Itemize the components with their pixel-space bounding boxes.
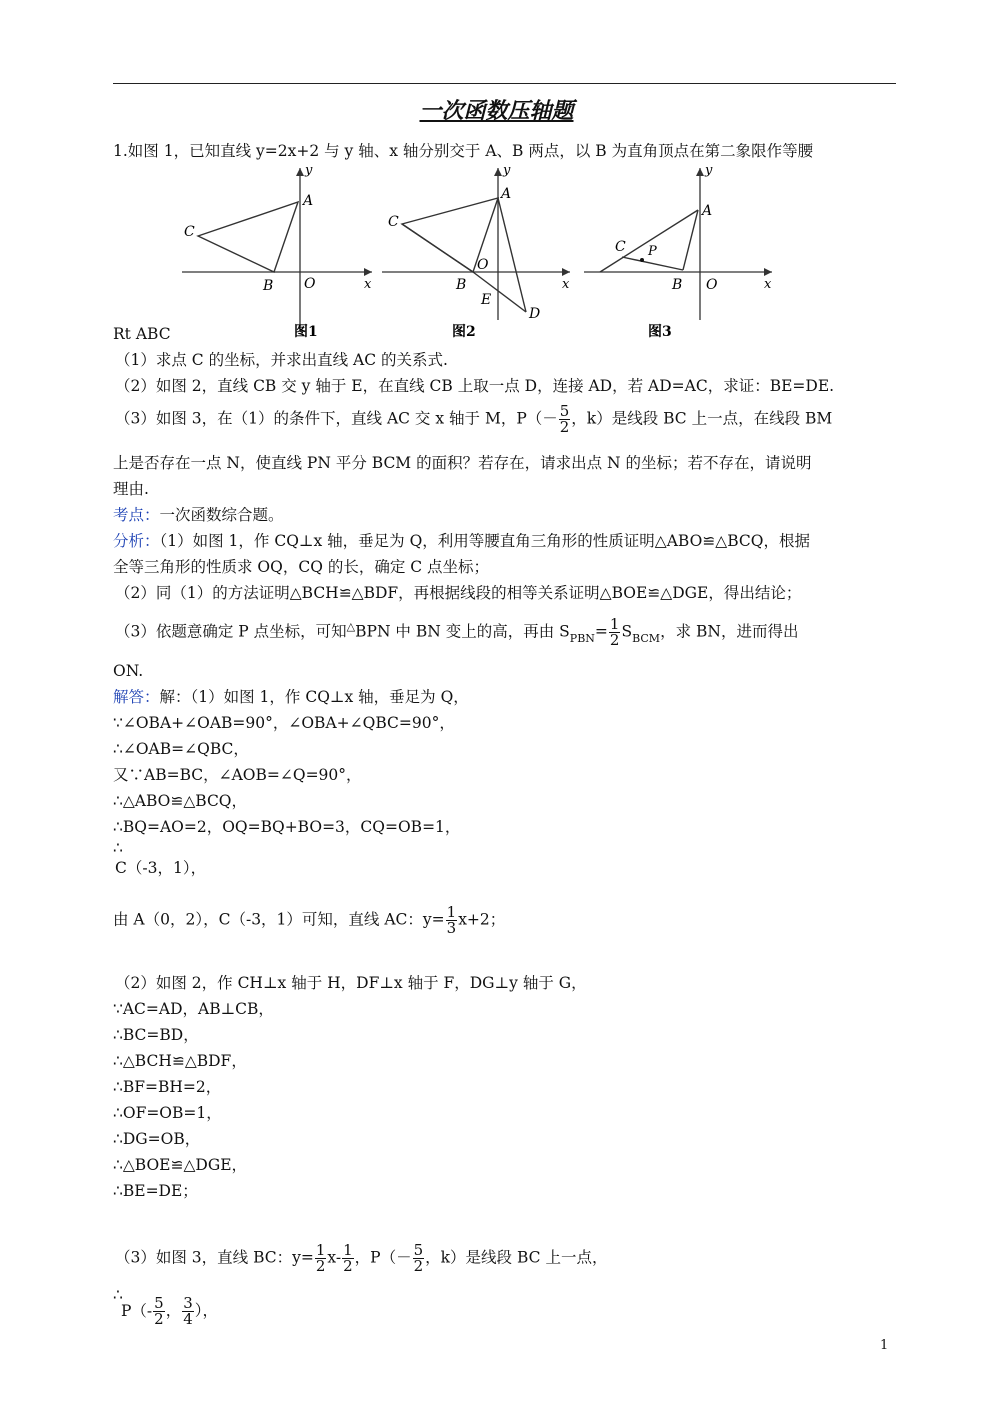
fig1-a-label: A [303, 193, 314, 209]
jieda-line-5: ∴△ABO≌△BCQ， [113, 792, 248, 810]
q1-part3-end: 理由. [113, 480, 149, 498]
jieda-line-6: ∴BQ=AO=2，OQ=BQ+BO=3，CQ=OB=1， [113, 818, 461, 836]
q1-part3: （3）如图 3，在（1）的条件下，直线 AC 交 x 轴于 M，P（－ $\frac{5}{2}$ ，k）是线段 BC 上一点，在线段 BM [115, 402, 833, 436]
fraction-1-3: $\frac{1}{3}$ [446, 903, 457, 937]
q1-part3-cont: 上是否存在一点 N，使直线 PN 平分 BCM 的面积？若存在，请求出点 N 的坐标；若不存在，请说明 [113, 454, 812, 472]
fig3-y-label: y [705, 163, 713, 178]
jieda-p3-line-2: P（- $\frac{5}{2}$ ， $\frac{3}{4}$ ）， [121, 1294, 219, 1328]
fig1-o-label: O [304, 276, 316, 292]
fig3-c-label: C [615, 239, 626, 255]
fig2-e-label: E [481, 292, 492, 308]
figure-2 [380, 160, 580, 340]
fenxi-line-3: （2）同（1）的方法证明△BCH≌△BDF，再根据线段的相等关系证明△BOE≌△DGE，得出结论； [115, 584, 802, 602]
kaodian: 考点：一次函数综合题。 [113, 506, 284, 524]
jieda-p2-line-1: （2）如图 2，作 CH⊥x 轴于 H，DF⊥x 轴于 F，DG⊥y 轴于 G， [115, 974, 587, 992]
fig1-y-label: y [305, 163, 313, 178]
fraction-5-2: $\frac{5}{2}$ [559, 402, 570, 436]
q1-rt-abc: Rt ABC [113, 325, 171, 343]
fraction-1-2: $\frac{1}{2}$ [609, 615, 620, 649]
jieda-line-4: 又∵AB=BC，∠AOB=∠Q=90°， [113, 766, 362, 784]
kaodian-label: 考点： [113, 506, 160, 524]
jieda-line-9: 由 A（0，2），C（-3，1）可知，直线 AC：y= $\frac{1}{3}$ x+2； [113, 903, 506, 937]
jieda-line-7: ∴ [113, 839, 123, 857]
fig2-a-label: A [501, 186, 512, 202]
fenxi-line-4: （3）依题意确定 P 点坐标，可知△BPN 中 BN 变上的高，再由 $S_{PBN}=$ $\frac{1}{2}$ $S_{BCM}$，求 BN，进而得出 [115, 615, 799, 649]
jieda-line-2: ∵∠OBA+∠OAB=90°，∠OBA+∠QBC=90°， [113, 714, 455, 732]
fig3-p-label: P [648, 244, 657, 259]
jieda-p3-line-1: （3）如图 3，直线 BC：y= $\frac{1}{2}$ x- $\frac{1}{2}$ ，P（－ $\frac{5}{2}$ ，k）是线段 BC 上一点， [115, 1241, 608, 1275]
fig3-x-label: x [764, 277, 772, 292]
jieda-p2-line-7: ∴DG=OB， [113, 1130, 201, 1148]
fig2-d-label: D [529, 306, 541, 322]
q1-part1: （1）求点 C 的坐标，并求出直线 AC 的关系式. [115, 351, 448, 369]
fenxi-line-1: 分析：（1）如图 1，作 CQ⊥x 轴，垂足为 Q，利用等腰直角三角形的性质证明△ABO≌△BCQ，根据 [113, 532, 810, 550]
figure-1 [176, 160, 381, 340]
jieda-line-3: ∴∠OAB=∠QBC， [113, 740, 249, 758]
jieda-p2-line-2: ∵AC=AD，AB⊥CB， [113, 1000, 274, 1018]
jieda-p2-line-6: ∴OF=OB=1， [113, 1104, 222, 1122]
jieda-label: 解答： [113, 688, 160, 706]
fig2-caption: 图2 [452, 324, 476, 340]
fig1-b-label: B [263, 278, 274, 294]
jieda-p2-line-8: ∴△BOE≌△DGE， [113, 1156, 248, 1174]
fig3-b-label: B [672, 277, 683, 293]
figure-3 [582, 160, 782, 340]
fig3-o-label: O [706, 277, 718, 293]
fig2-y-label: y [503, 163, 511, 178]
q1-intro: 1.如图 1，已知直线 y=2x+2 与 y 轴、x 轴分别交于 A、B 两点，以 B 为直角顶点在第二象限作等腰 [113, 142, 814, 160]
fig2-x-label: x [562, 277, 570, 292]
fenxi-label: 分析： [113, 532, 160, 550]
fig1-c-label: C [184, 224, 195, 240]
fig2-o-label: O [477, 257, 489, 273]
fig3-caption: 图3 [648, 324, 672, 340]
fig3-a-label: A [702, 203, 713, 219]
fig1-x-label: x [364, 277, 372, 292]
page-number: 1 [880, 1338, 889, 1353]
fig2-b-label: B [456, 277, 467, 293]
q1-part2: （2）如图 2，直线 CB 交 y 轴于 E，在直线 CB 上取一点 D，连接 AD，若 AD=AC，求证：BE=DE. [115, 377, 835, 395]
fig2-c-label: C [388, 214, 399, 230]
header-rule [113, 83, 896, 84]
page-title: 一次函数压轴题 [419, 98, 574, 124]
jieda-p2-line-3: ∴BC=BD， [113, 1026, 199, 1044]
jieda-p2-line-5: ∴BF=BH=2， [113, 1078, 222, 1096]
fenxi-line-2: 全等三角形的性质求 OQ，CQ 的长，确定 C 点坐标； [113, 558, 490, 576]
jieda-p2-line-9: ∴BE=DE； [113, 1182, 198, 1200]
fenxi-line-5: ON. [113, 662, 144, 680]
jieda-line-1: 解答：解：（1）如图 1，作 CQ⊥x 轴，垂足为 Q， [113, 688, 469, 706]
fig1-caption: 图1 [294, 324, 318, 340]
jieda-p2-line-4: ∴△BCH≌△BDF， [113, 1052, 247, 1070]
jieda-p3-so: ∴ [113, 1286, 123, 1304]
jieda-line-8: C（-3，1）， [115, 859, 207, 877]
